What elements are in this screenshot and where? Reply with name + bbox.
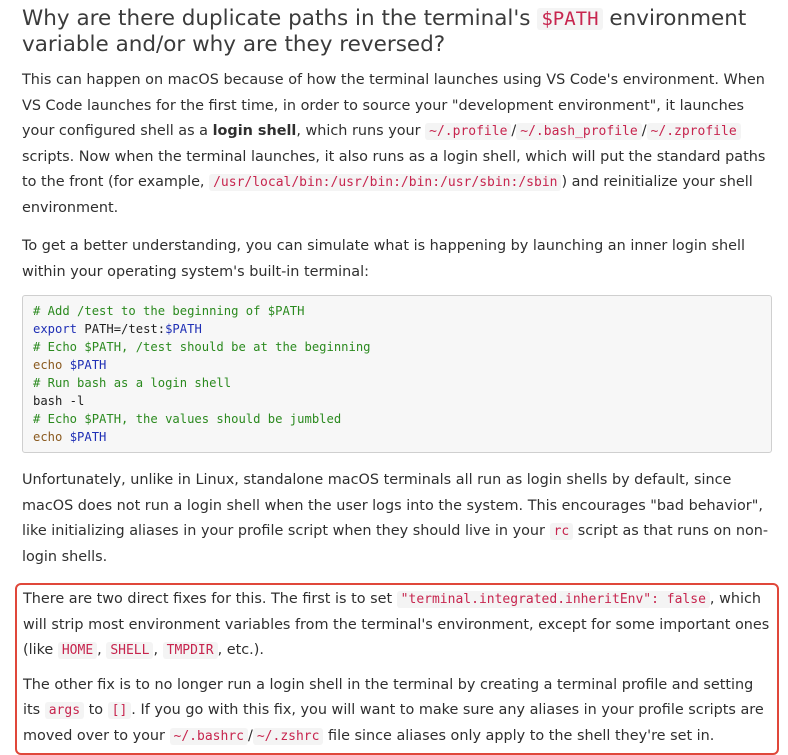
- code-plain: bash -l: [33, 394, 85, 408]
- heading-code-path: $PATH: [537, 8, 602, 30]
- code-function: echo: [33, 358, 63, 372]
- code-variable: $PATH: [62, 358, 107, 372]
- simulate-paragraph: To get a better understanding, you can simulate what is happening by launching an inner login shell within your operating system's built-in terminal:: [22, 238, 746, 280]
- code-comment: # Run bash as a login shell: [33, 376, 232, 390]
- code-comment: # Add /test to the beginning of $PATH: [33, 304, 305, 318]
- para3-text-2: script as that runs on non-login shells.: [22, 523, 769, 565]
- inline-code-inherit-env: "terminal.integrated.inheritEnv": false: [397, 591, 710, 608]
- para5-text-1: The other fix is to no longer run a login shell in the terminal by creating a terminal profile and setting its: [23, 676, 754, 718]
- code-line: [33, 302, 761, 320]
- inline-code-empty-array: []: [108, 702, 132, 719]
- code-line: [33, 428, 761, 446]
- para1-sep-2: /: [641, 123, 647, 139]
- fix-two-paragraph: [23, 673, 773, 750]
- para5-text-3: . If you go with this fix, you will want to make sure any aliases in your profile scripts are moved over to your: [23, 702, 764, 744]
- para5-text-2: to: [84, 702, 108, 718]
- code-line: [33, 356, 761, 374]
- login-shell-bold: login shell: [212, 123, 297, 139]
- para1-text-3: scripts. Now when the terminal launches, it also runs as a login shell, which will put the standard paths to the front (for example,: [22, 148, 766, 190]
- inline-code-profile: ~/.profile: [425, 123, 511, 140]
- para3-text-1: Unfortunately, unlike in Linux, standalone macOS terminals all run as login shells by default, since macOS does not run a login shell when the user logs into the system. This encourages "bad behavior", like initializing aliases in your profile script when they should live in your: [22, 472, 763, 539]
- code-function: echo: [33, 430, 63, 444]
- para5-sep: /: [247, 727, 253, 744]
- highlighted-fixes-box: [15, 583, 779, 755]
- para5-text-4: file since aliases only apply to the shell they're set in.: [323, 727, 715, 744]
- code-line: [33, 410, 761, 428]
- code-line: [33, 374, 761, 392]
- code-comment: # Echo $PATH, /test should be at the beginning: [33, 340, 371, 354]
- code-line: [33, 320, 761, 338]
- code-line: [33, 338, 761, 356]
- code-plain: PATH=/test:: [77, 322, 166, 336]
- code-keyword: export: [33, 322, 78, 336]
- code-block: [22, 295, 772, 453]
- para4-text-5: , etc.).: [217, 642, 264, 658]
- inline-code-zshrc: ~/.zshrc: [253, 728, 324, 745]
- para1-text-1: This can happen on macOS because of how the terminal launches using VS Code's environment. When VS Code launches for the first time, in order to source your "development environment", it launches your configured shell as a: [22, 72, 765, 139]
- inline-code-home: HOME: [58, 642, 97, 659]
- faq-heading: [22, 0, 782, 58]
- code-variable: $PATH: [62, 430, 107, 444]
- para1-text-4: ) and reinitialize your shell environment.: [22, 174, 753, 216]
- explanation-paragraph: [22, 68, 774, 221]
- inline-code-args: args: [45, 702, 84, 719]
- code-comment: # Echo $PATH, the values should be jumbled: [33, 412, 342, 426]
- para1-text-2: , which runs your: [296, 123, 426, 139]
- inline-code-rc: rc: [550, 523, 574, 540]
- macos-behavior-paragraph: [22, 468, 774, 570]
- inline-code-zprofile: ~/.zprofile: [647, 123, 741, 140]
- inline-code-bash-profile: ~/.bash_profile: [516, 123, 641, 140]
- para4-text-3: ,: [97, 642, 107, 658]
- heading-text-pre: Why are there duplicate paths in the terminal's: [22, 6, 538, 31]
- inline-code-standard-paths: /usr/local/bin:/usr/bin:/bin:/usr/sbin:/sbin: [209, 174, 561, 191]
- para4-text-1: There are two direct fixes for this. The first is to set: [23, 591, 397, 607]
- code-variable: $PATH: [165, 322, 202, 336]
- para1-sep-1: /: [511, 123, 517, 139]
- inline-code-bashrc: ~/.bashrc: [170, 728, 248, 745]
- fix-one-paragraph: [23, 587, 773, 664]
- para4-text-4: ,: [153, 642, 163, 658]
- inline-code-shell: SHELL: [106, 642, 153, 659]
- para4-text-2: , which will strip most environment variables from the terminal's environment, except for some important ones (like: [23, 591, 770, 658]
- inline-code-tmpdir: TMPDIR: [163, 642, 218, 659]
- code-line: [33, 392, 761, 410]
- heading-text-post: environment variable and/or why are they reversed?: [22, 6, 747, 57]
